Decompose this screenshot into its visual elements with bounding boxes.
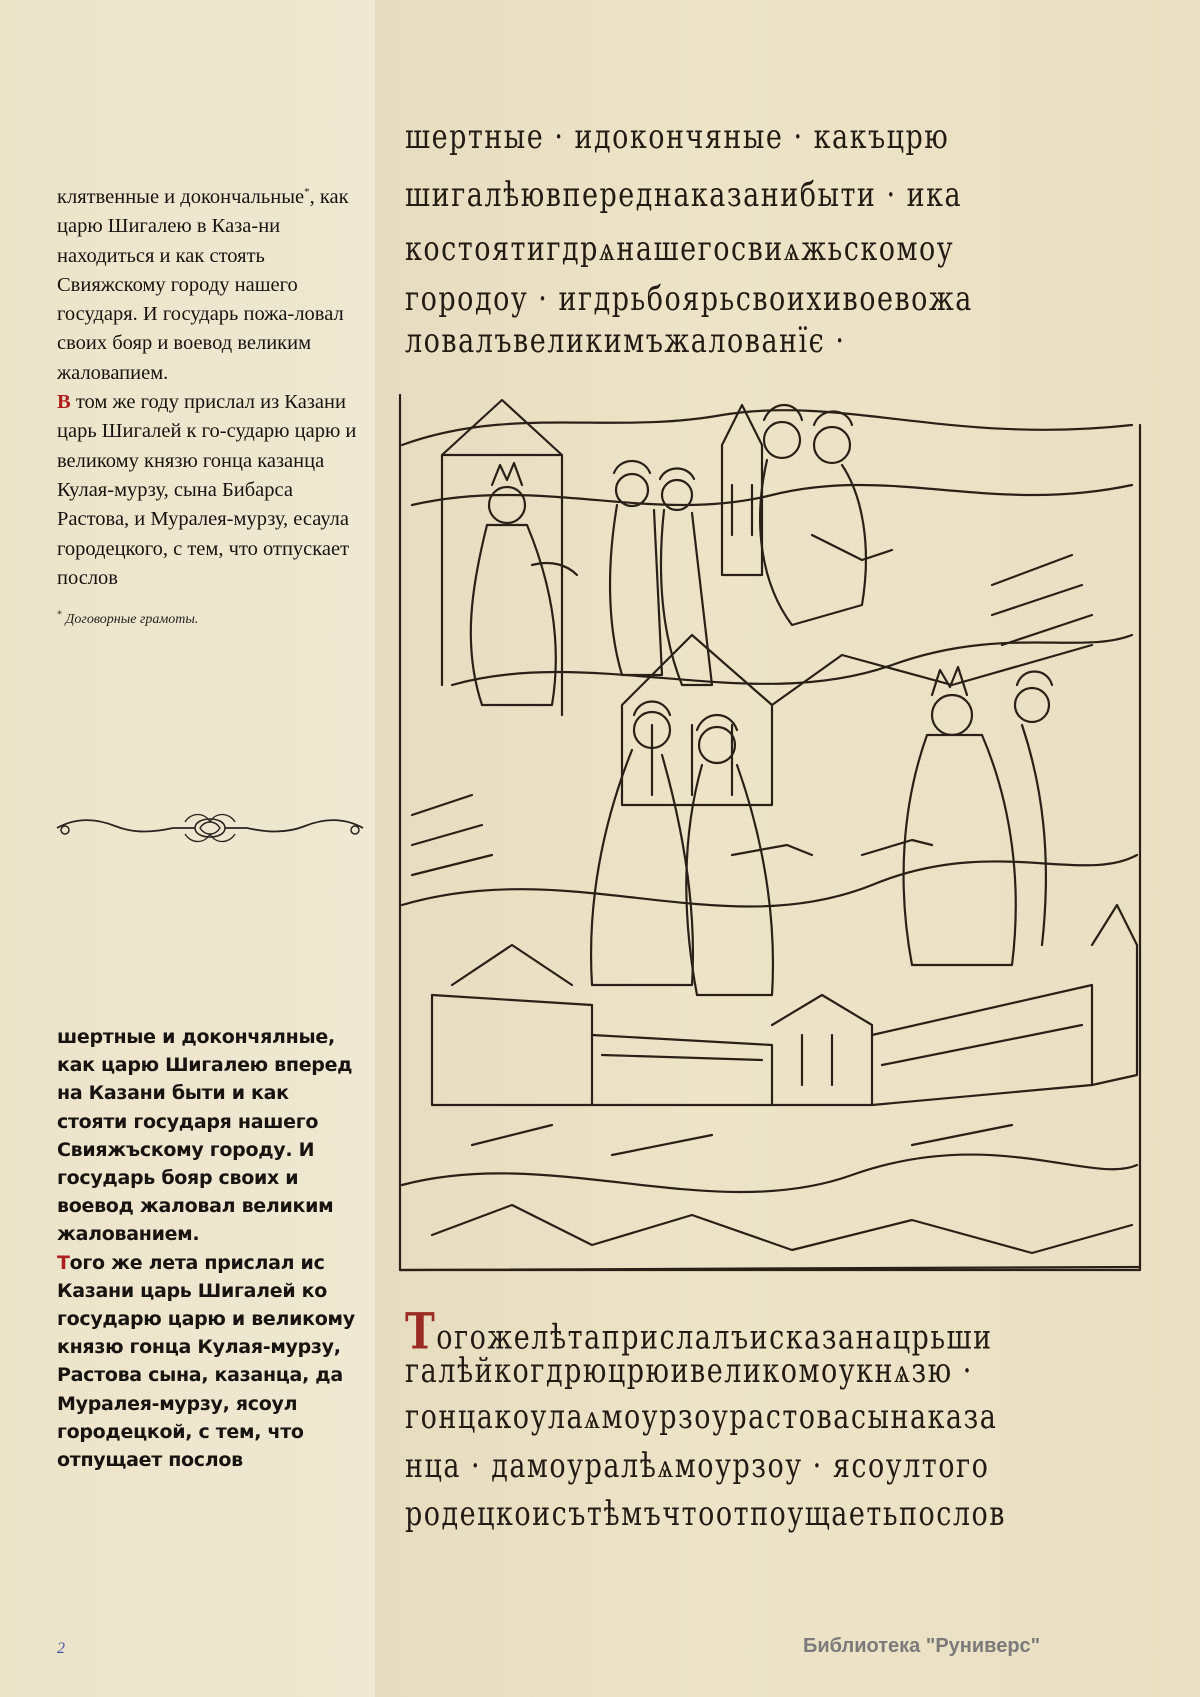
manuscript-line: шертные · идокончяные · какъцрю (405, 118, 950, 157)
old-paragraph-2-rest: ого же лета прислал ис Казани царь Шигалей ко государю царю и великому князю гонца Кулая-мурзу, Растова сына, казанца, да Муралея-мурзу, ясоул городецкой, с тем, что отпущает послов (57, 1251, 355, 1472)
manuscript-line: костоятигдрѧнашегосвиѧжьскомоу (405, 230, 955, 269)
library-credit: Библиотека "Руниверс" (803, 1635, 1041, 1657)
manuscript-line: ловалъвеликимъжалованїє · (405, 322, 846, 361)
page-number: 2 (57, 1640, 65, 1657)
manuscript-line: нца · дамоуралѣѧмоурзоу · ясоултого (405, 1447, 990, 1486)
modern-paragraph-1 (57, 183, 357, 388)
red-initial-letter: Т (57, 1251, 70, 1274)
footnote-marker[interactable]: * (304, 186, 310, 199)
modern-paragraph-1-rest: как царю Шигалею в Каза-ни находиться и как стоять Свияжскому городу нашего государя. И государь пожа-ловал своих бояр и воевод великим жаловапием. (57, 186, 349, 384)
old-russian-transcription (57, 1023, 357, 1474)
manuscript-miniature-illustration (392, 385, 1147, 1280)
red-initial-letter: В (57, 391, 71, 414)
flourish-divider-icon (55, 808, 365, 848)
manuscript-line: шигалѣювпереднаказанибыти · ика (405, 176, 963, 215)
old-paragraph-2 (57, 1249, 357, 1475)
manuscript-line: городоу · игдрьбоярьсвоихивоевожа (405, 280, 973, 319)
modern-paragraph-2 (57, 388, 357, 593)
manuscript-red-initial: Т (405, 1302, 437, 1361)
footnote-mark: * (57, 609, 62, 621)
old-paragraph-1: шертные и докончялные, как царю Шигалею вперед на Казани быти и как стояти государя нашего Свияжъскому городу. И государь бояр своих и воевод жаловал великим жалованием. (57, 1026, 353, 1246)
modern-translation (57, 183, 357, 593)
manuscript-line-text: огожелѣтаприслалъисказанацрьши (436, 1318, 993, 1357)
modern-line-1: клятвенные и докончальные (57, 186, 305, 208)
modern-paragraph-2-rest: том же году прислал из Казани царь Шигалей к го-сударю царю и великому князю гонца казанца Кулая-мурзу, сына Бибарса Растова, и Муралея-мурзу, есаула городецкого, с тем, что отпускает послов (57, 391, 357, 589)
comma: , (309, 186, 315, 208)
footnote-text: Договорные грамоты. (65, 612, 199, 627)
footnote (57, 609, 199, 628)
manuscript-line: галѣйкогдрюцрюивеликомоукнѧзю · (405, 1352, 973, 1391)
manuscript-line: гонцакоулаѧмоурзоурастовасынаказа (405, 1398, 998, 1437)
manuscript-line: родецкоисътѣмъчтоотпоущаетьпослов (405, 1495, 1006, 1534)
